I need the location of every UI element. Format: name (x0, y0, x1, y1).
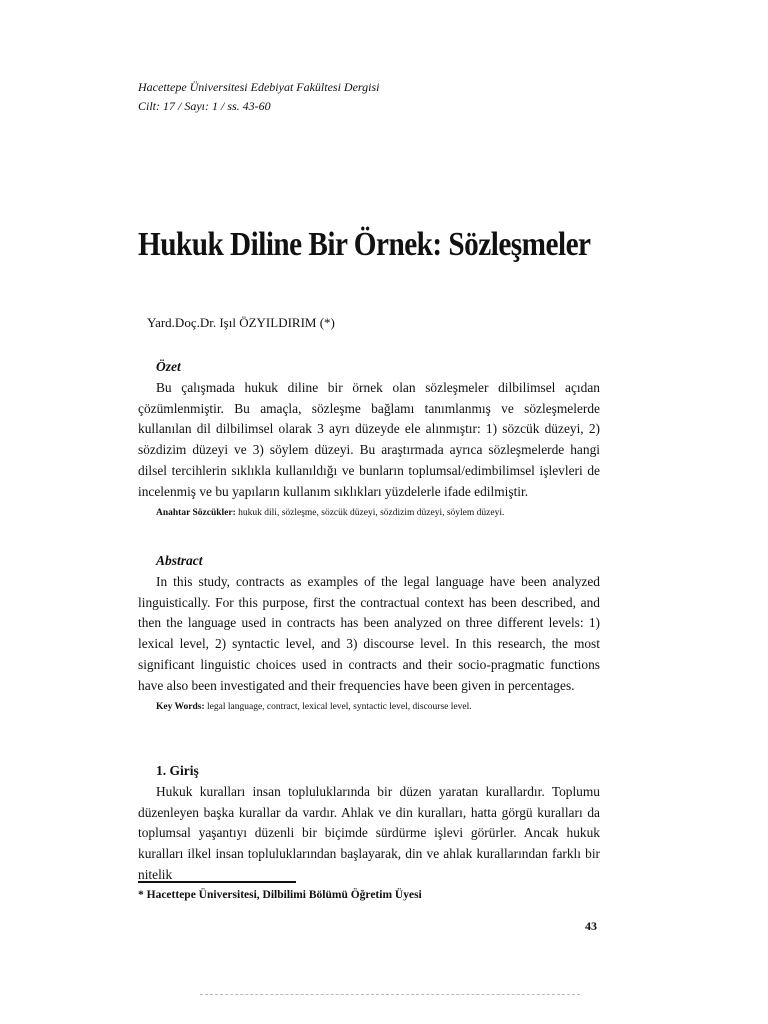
ozet-heading: Özet (156, 359, 181, 374)
ozet-keywords (156, 505, 600, 521)
journal-name: Hacettepe Üniversitesi Edebiyat Fakültesi Dergisi (138, 80, 380, 94)
ozet-keywords-label: Anahtar Sözcükler: (156, 507, 236, 518)
journal-header (138, 78, 380, 116)
footnote-divider (138, 881, 296, 883)
ozet-section (138, 357, 600, 521)
page-number: 43 (585, 919, 597, 933)
abstract-section (138, 551, 600, 715)
journal-issue: Cilt: 17 / Sayı: 1 / ss. 43-60 (138, 99, 271, 113)
introduction-section (138, 761, 600, 886)
ozet-keywords-list: hukuk dili, sözleşme, sözcük düzeyi, sözdizim düzeyi, söylem düzeyi. (238, 507, 505, 518)
abstract-heading: Abstract (156, 553, 203, 568)
abstract-keywords-list: legal language, contract, lexical level, syntactic level, discourse level. (207, 701, 472, 712)
introduction-text: Hukuk kuralları insan topluluklarında bir düzen yaratan kurallardır. Toplumu düzenleyen başka kurallar da vardır. Ahlak ve din kuralları, hatta görgü kuralları da toplumsal yaşantıyı düzenli bir biçimde sürdürme işlevi görürler. Ancak hukuk kuralları ilkel insan topluluklarından başlayarak, din ve ahlak kurallarından farklı bir nitelik (138, 783, 600, 882)
author-line: Yard.Doç.Dr. Işıl ÖZYILDIRIM (*) (147, 315, 335, 330)
ozet-text: Bu çalışmada hukuk diline bir örnek olan sözleşmeler dilbilimsel açıdan çözümlenmiştir. Bu amaçla, sözleşme bağlamı tanımlanmış ve sözleşmelerde kullanılan dil dilbilimsel olarak 3 ayrı düzeyde ele alınmıştır: 1) sözcük düzeyi, 2) sözdizim düzeyi ve 3) söylem düzeyi. Bu araştırmada ayrıca sözleşmelerde hangi dilsel tercihlerin sıklıkla kullanıldığı ve bunların toplumsal/edimbilimsel işlevleri de incelenmiş ve bu yapıların kullanım sıklıkları yüzdelerle ifade edilmiştir. (138, 379, 600, 499)
abstract-keywords-label: Key Words: (156, 701, 205, 712)
introduction-heading: 1. Giriş (156, 763, 199, 778)
article-title: Hukuk Diline Bir Örnek: Sözleşmeler (138, 226, 591, 263)
footnote: * Hacettepe Üniversitesi, Dilbilimi Bölümü Öğretim Üyesi (138, 889, 422, 901)
scan-artifact-line (200, 994, 580, 995)
abstract-keywords (156, 699, 600, 715)
abstract-text: In this study, contracts as examples of the legal language have been analyzed linguistically. For this purpose, first the contractual context has been described, and then the language used in contracts has been analyzed on three different levels: 1) lexical level, 2) syntactic level, and 3) discourse level. In this research, the most significant linguistic choices used in contracts and their socio-pragmatic functions have also been investigated and their frequencies have been given in percentages. (138, 573, 600, 693)
